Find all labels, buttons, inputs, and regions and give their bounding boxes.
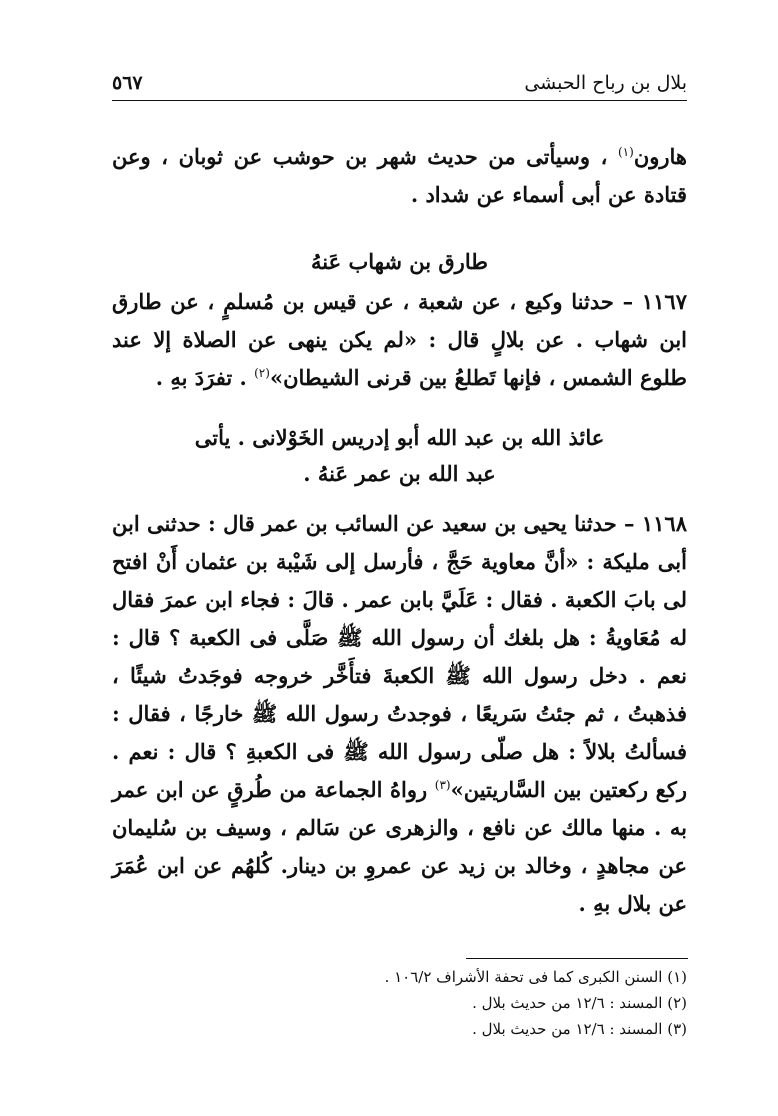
hadith-1168-rest: رواهُ الجماعة من طُرقٍ عن ابن عمر به . منها مالك عن نافع ، والزهرى عن سَالم ، وسيف بن سُليمان عن مجاهدٍ ، وخالد بن زيد عن عمروِ بن دينار. كُلهُم عن ابن عُمَرَ عن بلال بهِ .: [112, 777, 687, 916]
page-header: [112, 70, 687, 98]
hadith-1168-text: ١١٦٨ – حدثنا يحيى بن سعيد عن السائب بن عمر قال : حدثنى ابن أبى مليكة : «أنَّ معاوية حَجَّ ، فأرسل إلى شَيْبة بن عثمان أَنْ افتح لى بابَ الكعبة . فقال : عَلَيَّ بابن عمر . قالَ : فجاء ابن عمرَ فقال له مُعَاويةُ : هل بلغك أن رسول الله ﷺ صَلَّى فى الكعبة ؟ قال : نعم . دخل رسول الله ﷺ الكعبةَ فتأَخَّر خروجه فوجَدتُ شيئًا ، فذهبتُ ، ثم جئتُ سَريعًا ، فوجدتُ رسول الله ﷺ خارجًا ، فقال : فسألتُ بلالاً : هل صلّى رسول الله ﷺ فى الكعبةِ ؟ قال : نعم . ركع ركعتين بين السَّاريتين»: [112, 511, 687, 802]
footnote-ref-2: (٢): [254, 366, 270, 380]
section-heading-aidh-line1: عائذ الله بن عبد الله أبو إدريس الخَوْلانى . يأتى: [194, 425, 605, 450]
section-heading-aidh: [112, 420, 687, 492]
section-heading-tariq: طارق بن شهاب عَنهُ: [311, 249, 488, 274]
section-heading-aidh-line2: عبد الله بن عمر عَنهُ .: [303, 461, 496, 486]
paragraph-intro-rest: ، وسيأتى من حديث شهر بن حوشب عن ثوبان ، وعن قتادة عن أبى أسماء عن شداد .: [112, 144, 687, 207]
page-number: ٥٦٧: [112, 72, 143, 94]
hadith-1167-text: ١١٦٧ – حدثنا وكيع ، عن شعبة ، عن قيس بن مُسلمٍ ، عن طارق ابن شهاب . عن بلالٍ قال : «لم يكن ينهى عن الصلاة إلا عند طلوع الشمس ، فإنها تَطلعُ بين قرنى الشيطان»: [112, 289, 687, 390]
footnotes: [112, 964, 687, 1042]
paragraph-intro-start: هارون: [633, 144, 687, 169]
footnote-ref-1: (١): [617, 145, 634, 159]
footnote-1: (١) السنن الكبرى كما فى تحفة الأشراف ١٠٦/٢ .: [384, 968, 687, 986]
footnote-2: (٢) المسند : ١٢/٦ من حديث بلال .: [472, 994, 687, 1012]
hadith-1167-rest: . تفرَدَ بهِ .: [155, 365, 255, 390]
paragraph-intro: [112, 138, 687, 214]
running-title: بلال بن رباح الحبشى: [524, 72, 687, 94]
footnote-rule: [466, 958, 688, 959]
hadith-1167: [112, 283, 687, 397]
hadith-1168: [112, 505, 687, 923]
header-rule: [112, 100, 687, 101]
footnote-3: (٣) المسند : ١٢/٦ من حديث بلال .: [472, 1020, 687, 1038]
footnote-ref-3: (٣): [434, 778, 451, 792]
